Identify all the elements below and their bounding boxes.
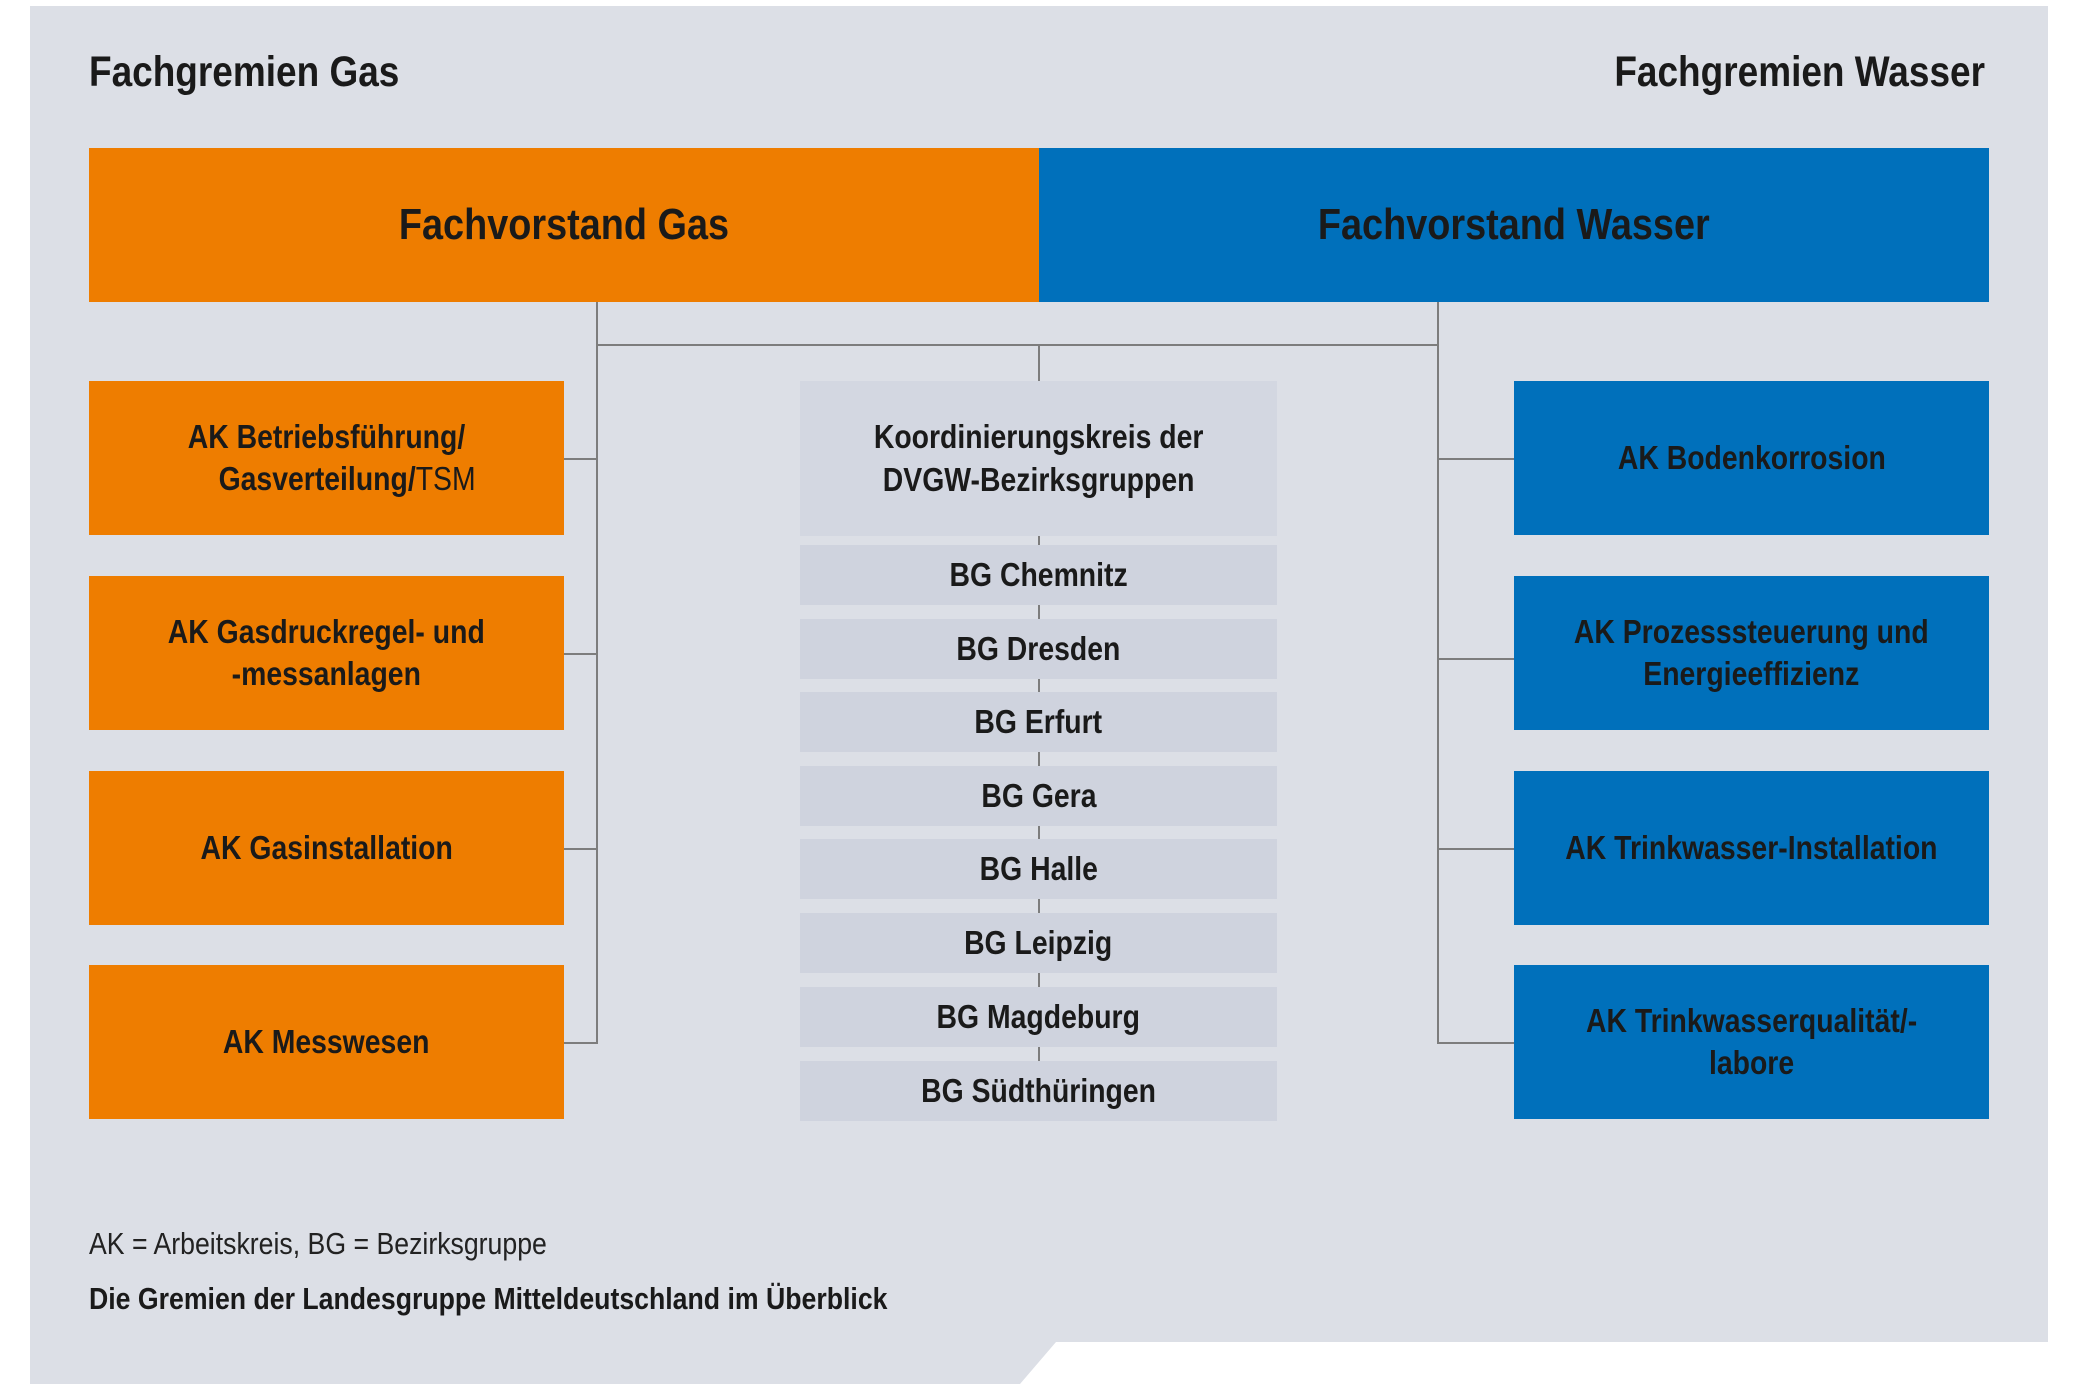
water-group-trinkwasser-installation: AK Trinkwasser-Installation [1514, 771, 1989, 925]
district-group-halle: BG Halle [800, 839, 1277, 899]
gas-group-messwesen: AK Messwesen [89, 965, 564, 1119]
water-group-trinkwasserqualitaet: AK Trinkwasserqualität/- labore [1514, 965, 1989, 1119]
legend-text: AK = Arbeitskreis, BG = Bezirksgruppe [89, 1226, 547, 1261]
gas-group-gasdruckregel: AK Gasdruckregel- und -messanlagen [89, 576, 564, 730]
coordination-circle: Koordinierungskreis der DVGW-Bezirksgruppen [800, 381, 1277, 536]
gas-group-gasinstallation: AK Gasinstallation [89, 771, 564, 925]
connector-water-2 [1437, 658, 1514, 660]
connector-center-drop [1038, 344, 1040, 384]
district-group-suedthueringen: BG Südthüringen [800, 1061, 1277, 1121]
connector-water-3 [1437, 848, 1514, 850]
connector-gas-vertical [596, 302, 598, 1043]
heading-gas: Fachgremien Gas [89, 48, 400, 96]
connector-water-4 [1437, 1042, 1514, 1044]
board-gas: Fachvorstand Gas [89, 148, 1039, 302]
water-group-prozesssteuerung: AK Prozesssteuerung und Energieeffizienz [1514, 576, 1989, 730]
district-group-chemnitz: BG Chemnitz [800, 545, 1277, 605]
board-water: Fachvorstand Wasser [1039, 148, 1989, 302]
district-group-leipzig: BG Leipzig [800, 913, 1277, 973]
connector-gas-3 [564, 848, 598, 850]
district-group-gera: BG Gera [800, 766, 1277, 826]
connector-gas-1 [564, 458, 598, 460]
district-group-erfurt: BG Erfurt [800, 692, 1277, 752]
district-group-dresden: BG Dresden [800, 619, 1277, 679]
district-group-magdeburg: BG Magdeburg [800, 987, 1277, 1047]
water-group-bodenkorrosion: AK Bodenkorrosion [1514, 381, 1989, 535]
connector-gas-2 [564, 653, 598, 655]
connector-horizontal [596, 344, 1439, 346]
connector-gas-4 [564, 1042, 598, 1044]
gas-group-betriebsfuehrung: AK Betriebsführung/ Gasverteilung/TSM [89, 381, 564, 535]
connector-water-vertical [1437, 302, 1439, 1043]
connector-water-1 [1437, 458, 1514, 460]
heading-water: Fachgremien Wasser [1614, 48, 1985, 96]
caption-text: Die Gremien der Landesgruppe Mitteldeutschland im Überblick [89, 1281, 888, 1316]
